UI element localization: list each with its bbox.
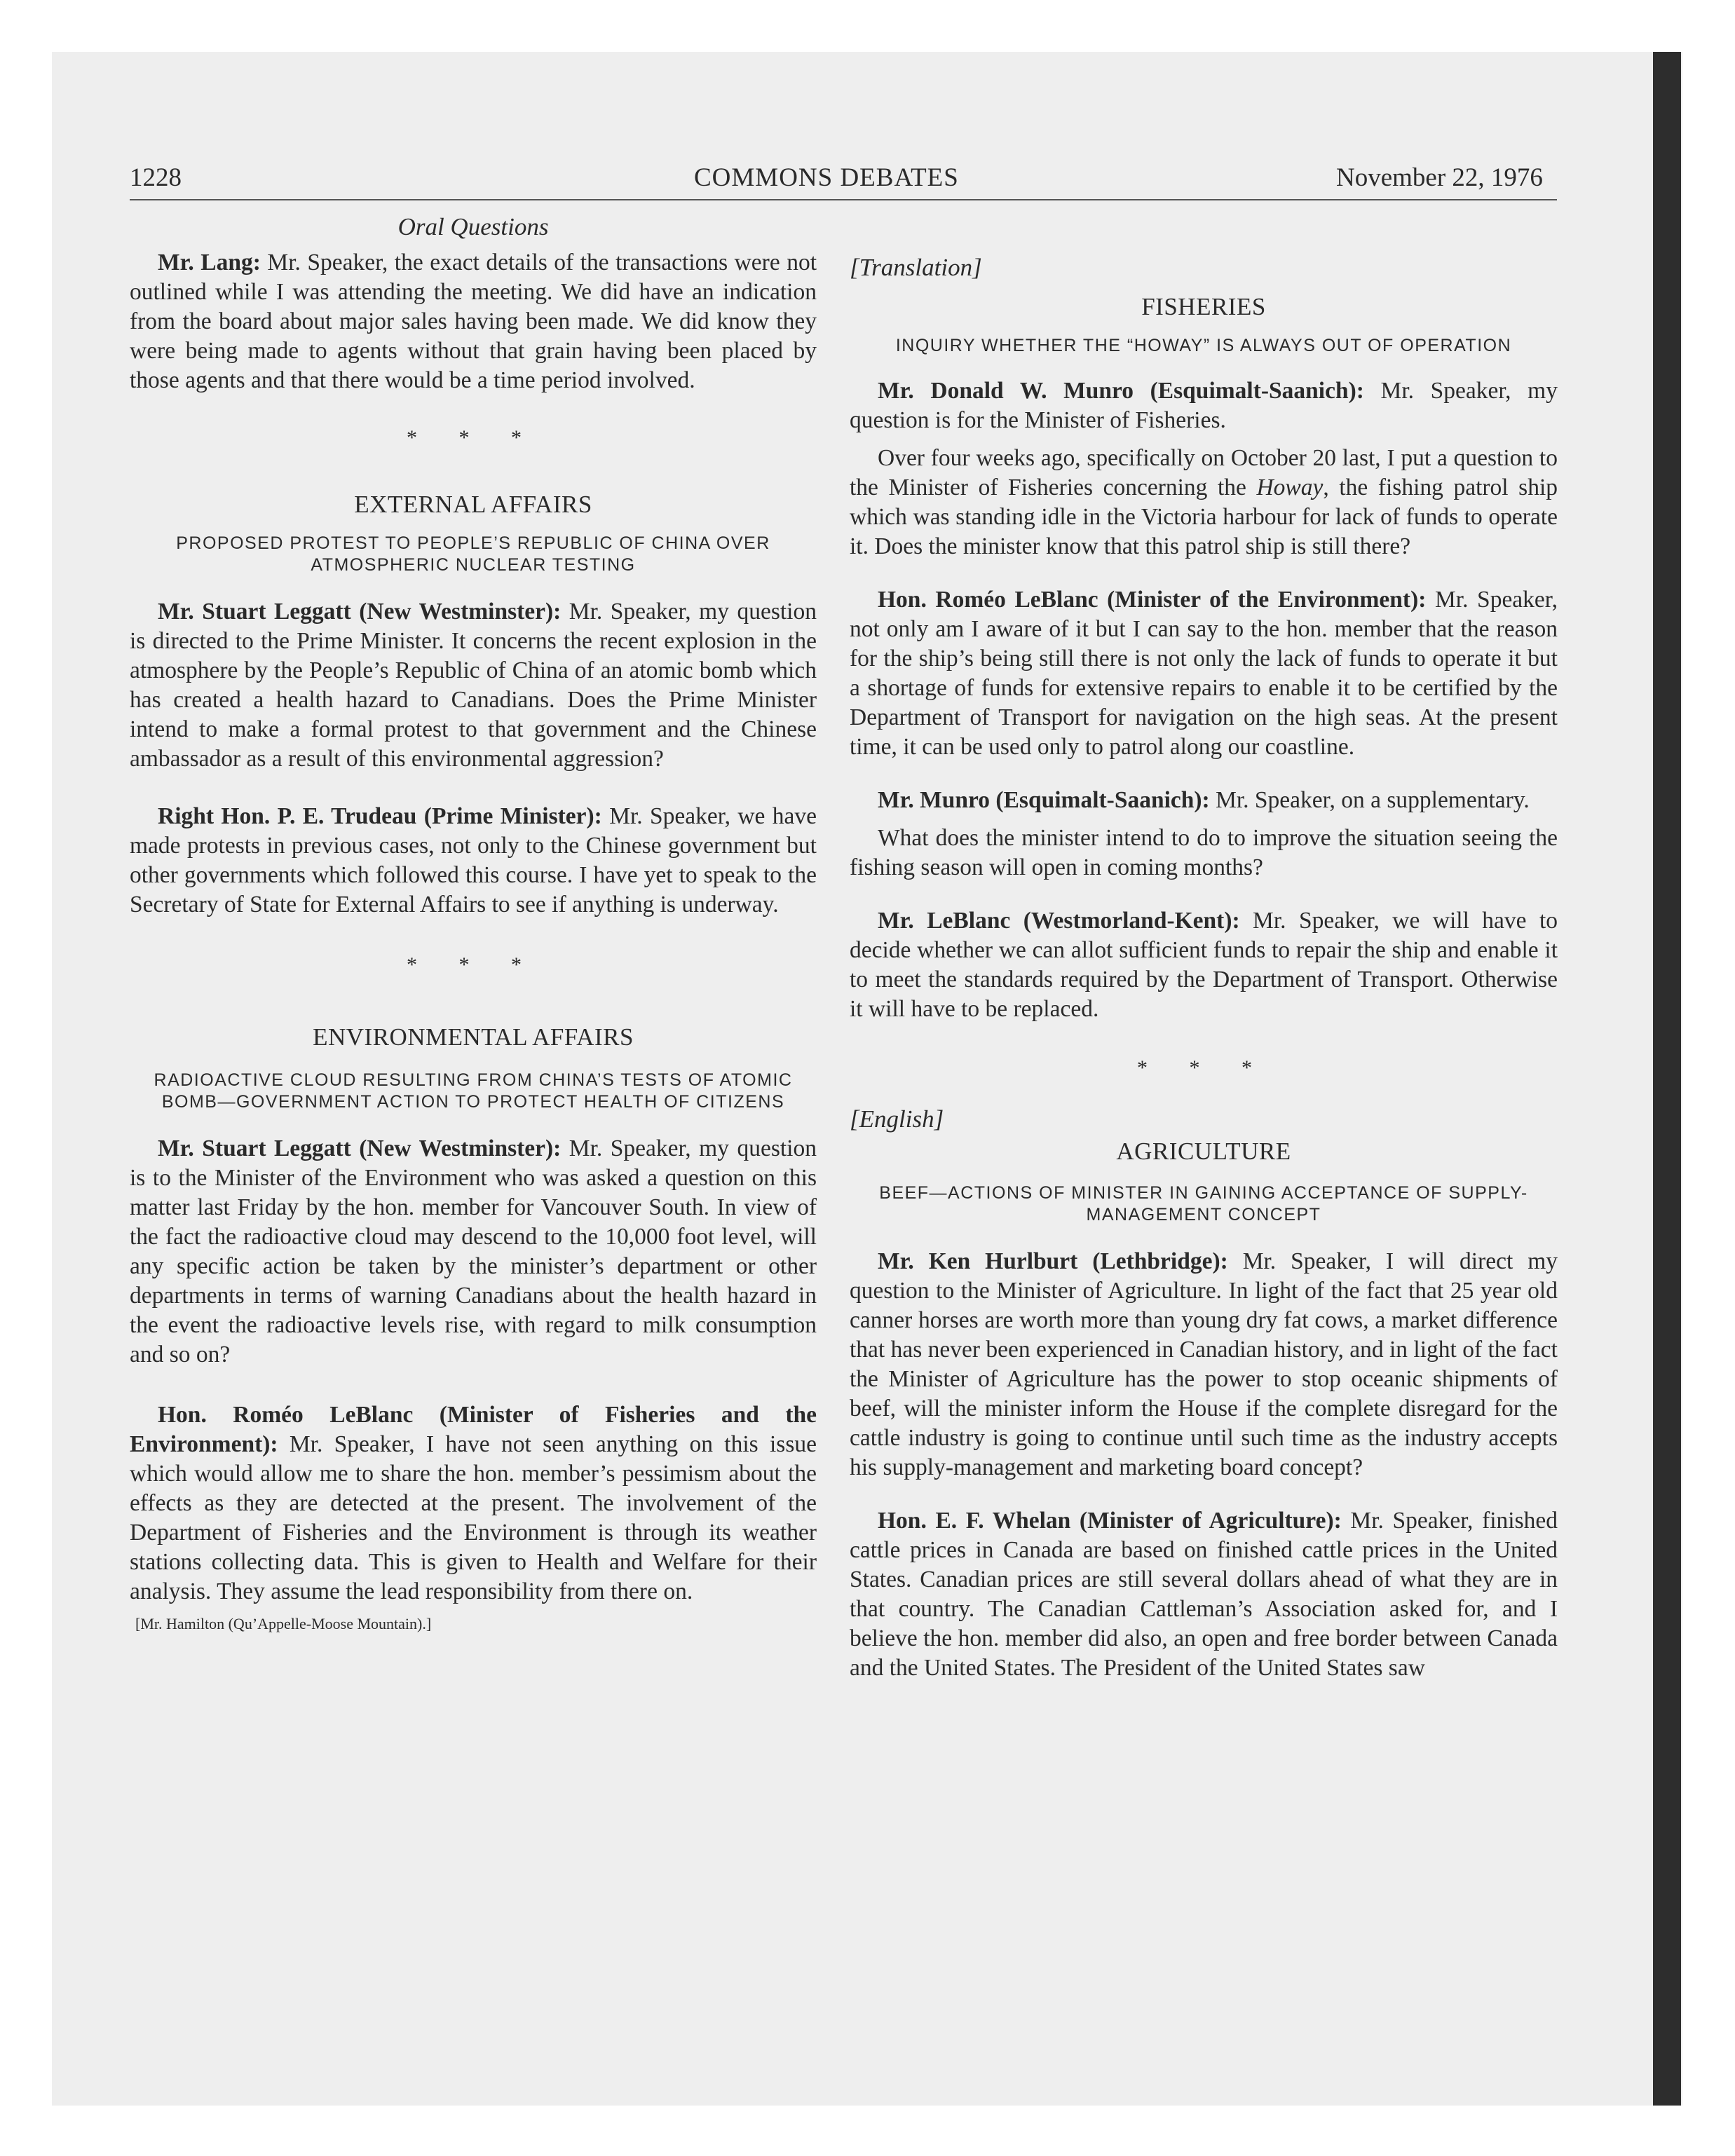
section-separator: * * * xyxy=(407,953,540,976)
paragraph xyxy=(130,248,817,395)
publication-title: COMMONS DEBATES xyxy=(694,163,959,192)
paragraph xyxy=(130,802,817,920)
section-heading: AGRICULTURE xyxy=(1116,1138,1291,1165)
speech-text: Mr. Speaker, my question is directed to the Prime Minister. It concerns the recent explosion in the atmosphere by the People’s Republic of China of an atomic bomb which has created a health hazard to Canadians. Does the Prime Minister intend to make a formal protest to that government and the Chinese ambassador as a result of this environmental aggression? xyxy=(130,599,817,772)
speech-text: , the fishing patrol ship which was standing idle in the Victoria harbour for lack of funds to operate it. Does the minister know that this patrol ship is still there? xyxy=(850,475,1558,559)
paragraph xyxy=(850,786,1558,815)
speech-text: Over four weeks ago, specifically on October 20 last, I put a question to the Minister of Fisheries concerning the xyxy=(850,445,1558,500)
speaker-name: Mr. Stuart Leggatt (New Westminster): xyxy=(158,599,562,625)
section-heading: FISHERIES xyxy=(1141,293,1266,320)
speech-text: Mr. Speaker, we have made protests in previous cases, not only to the Chinese government but other governments which followed this course. I have yet to speak to the Secretary of State for External Affairs to see if anything is underway. xyxy=(130,803,817,917)
section-subheading: PROPOSED PROTEST TO PEOPLE’S REPUBLIC OF CHINA OVER ATMOSPHERIC NUCLEAR TESTING xyxy=(176,533,770,575)
speech-text: Mr. Speaker, the exact details of the transactions were not outlined while I was attending the meeting. We did have an indication from the board about major sales having been made. We did know they were being made to agents without that grain having been placed by those agents and that there would be a time period involved. xyxy=(130,250,817,393)
ship-name: Howay xyxy=(1256,475,1324,500)
paragraph xyxy=(850,1247,1558,1482)
speaker-name: Right Hon. P. E. Trudeau (Prime Minister): xyxy=(158,803,602,829)
paragraph xyxy=(850,906,1558,1024)
right-column xyxy=(850,254,1558,1683)
speech-text: Mr. Speaker, my question is to the Minister of the Environment who was asked a question on this matter last Friday by the hon. member for Vancouver South. In view of the fact the radioactive cloud may descend to the 10,000 foot level, will any specific action be taken by the minister’s department or other departments in terms of warning Canadians about the health hazard in the event the radioactive levels rise, with regard to milk consumption and so on? xyxy=(130,1135,817,1367)
paragraph xyxy=(850,1506,1558,1683)
left-column xyxy=(130,210,817,1633)
publication-date: November 22, 1976 xyxy=(1336,163,1543,192)
section-subheading: BEEF—ACTIONS OF MINISTER IN GAINING ACCEPTANCE OF SUPPLY-MANAGEMENT CONCEPT xyxy=(879,1183,1528,1224)
speaker-name: Hon. Roméo LeBlanc (Minister of Fisheries and the Environment): xyxy=(130,1402,817,1457)
paragraph xyxy=(850,376,1558,435)
section-label: Oral Questions xyxy=(397,213,549,240)
speech-text: Mr. Speaker, my question is for the Minister of Fisheries. xyxy=(850,378,1558,433)
paragraph xyxy=(130,1400,817,1606)
speech-text: Mr. Speaker, on a supplementary. xyxy=(1209,787,1530,813)
speaker-name: Mr. Stuart Leggatt (New Westminster): xyxy=(158,1135,562,1161)
speech-text: Mr. Speaker, I will direct my question to the Minister of Agriculture. In light of the fact that 25 year old canner horses are worth more than young dry fat cows, a market difference that has never been experienced in Canadian history, and in light of the fact the Minister of Agriculture has the power to stop oceanic shipments of beef, will the minister inform the House if the complete disregard for the cattle industry is going to continue until such time as the industry accepts his supply-management and marketing board concept? xyxy=(850,1248,1558,1480)
speech-text: Mr. Speaker, not only am I aware of it but I can say to the hon. member that the reason for the ship’s being still there is not only the lack of funds to operate it but a shortage of funds for extensive repairs to enable it to be certified by the Department of Transport for navigation on the high seas. At the present time, it can be used only to patrol along our coastline. xyxy=(850,587,1558,760)
page-number: 1228 xyxy=(130,163,182,192)
speaker-name: Mr. Donald W. Munro (Esquimalt-Saanich): xyxy=(878,378,1364,404)
speaker-footnote: [Mr. Hamilton (Qu’Appelle-Moose Mountain).] xyxy=(135,1615,432,1632)
speaker-name: Mr. Lang: xyxy=(158,250,261,275)
speech-text: Mr. Speaker, we will have to decide whether we can allot sufficient funds to repair the ship and enable it to meet the standards required by the Department of Transport. Otherwise it will have to be replaced. xyxy=(850,908,1558,1022)
binding-edge xyxy=(1653,52,1681,2106)
language-tag: [English] xyxy=(850,1105,944,1133)
speaker-name: Mr. LeBlanc (Westmorland-Kent): xyxy=(878,908,1240,934)
paragraph xyxy=(130,597,817,774)
header-rule xyxy=(130,199,1557,200)
paragraph: What does the minister intend to do to improve the situation seeing the fishing season will open in coming months? xyxy=(850,825,1558,880)
speaker-name: Mr. Ken Hurlburt (Lethbridge): xyxy=(878,1248,1228,1274)
paragraph xyxy=(850,444,1558,561)
speaker-name: Hon. E. F. Whelan (Minister of Agriculture): xyxy=(878,1508,1342,1534)
language-tag: [Translation] xyxy=(850,254,982,281)
paragraph xyxy=(850,585,1558,762)
section-separator: * * * xyxy=(1137,1056,1270,1079)
section-heading: EXTERNAL AFFAIRS xyxy=(354,491,592,518)
section-subheading: INQUIRY WHETHER THE “HOWAY” IS ALWAYS OUT OF OPERATION xyxy=(895,336,1512,355)
speaker-name: Mr. Munro (Esquimalt-Saanich): xyxy=(878,787,1210,813)
speaker-name: Hon. Roméo LeBlanc (Minister of the Environment): xyxy=(878,587,1427,613)
speech-text: Mr. Speaker, finished cattle prices in Canada are based on finished cattle prices in the United States. Canadian prices are still several dollars ahead of what they are in that country. The Canadian Cattleman’s Association asked for, and I believe the hon. member did also, an open and free border between Canada and the United States. The President of the United States saw xyxy=(850,1508,1558,1681)
speech-text: Mr. Speaker, I have not seen anything on this issue which would allow me to share the hon. member’s pessimism about the effects as they are detected at the present. The involvement of the Department of Fisheries and the Environment is through its weather stations collecting data. This is given to Health and Welfare for their analysis. They assume the lead responsibility from there on. xyxy=(130,1431,817,1604)
section-subheading: RADIOACTIVE CLOUD RESULTING FROM CHINA’S TESTS OF ATOMIC BOMB—GOVERNMENT ACTION TO PROTECT HEALTH OF CITIZENS xyxy=(154,1070,793,1112)
section-separator: * * * xyxy=(407,426,540,449)
section-heading: ENVIRONMENTAL AFFAIRS xyxy=(313,1023,634,1051)
paragraph xyxy=(130,1134,817,1370)
